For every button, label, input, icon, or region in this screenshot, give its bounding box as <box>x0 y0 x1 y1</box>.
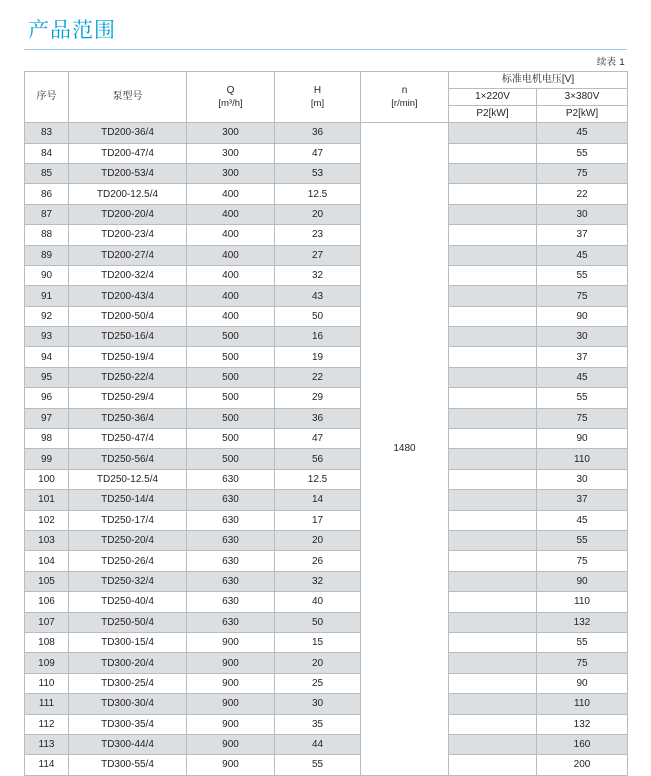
cell-head: 17 <box>275 510 361 530</box>
cell-p2-220 <box>449 755 537 775</box>
cell-model: TD250-32/4 <box>69 571 187 591</box>
table-row <box>25 204 628 224</box>
cell-head: 47 <box>275 429 361 449</box>
cell-p2-380: 90 <box>537 306 628 326</box>
cell-no: 105 <box>25 571 69 591</box>
cell-flow: 900 <box>187 755 275 775</box>
table-row <box>25 449 628 469</box>
table-row <box>25 265 628 285</box>
cell-p2-380: 90 <box>537 571 628 591</box>
cell-flow: 300 <box>187 163 275 183</box>
cell-model: TD250-20/4 <box>69 531 187 551</box>
cell-p2-380: 55 <box>537 531 628 551</box>
cell-no: 87 <box>25 204 69 224</box>
cell-p2-220 <box>449 551 537 571</box>
cell-head: 55 <box>275 755 361 775</box>
cell-model: TD250-22/4 <box>69 367 187 387</box>
cell-flow: 500 <box>187 367 275 387</box>
cell-flow: 400 <box>187 184 275 204</box>
cell-head: 50 <box>275 612 361 632</box>
table-row <box>25 408 628 428</box>
cell-p2-220 <box>449 490 537 510</box>
cell-p2-220 <box>449 123 537 143</box>
table-row <box>25 612 628 632</box>
cell-p2-380: 75 <box>537 286 628 306</box>
cell-flow: 630 <box>187 469 275 489</box>
cell-model: TD250-12.5/4 <box>69 469 187 489</box>
product-range-table <box>24 71 628 776</box>
cell-no: 101 <box>25 490 69 510</box>
cell-p2-380: 55 <box>537 632 628 652</box>
cell-p2-380: 110 <box>537 694 628 714</box>
cell-p2-220 <box>449 592 537 612</box>
cell-flow: 400 <box>187 225 275 245</box>
cell-model: TD300-25/4 <box>69 673 187 693</box>
cell-no: 94 <box>25 347 69 367</box>
cell-model: TD250-36/4 <box>69 408 187 428</box>
cell-flow: 400 <box>187 245 275 265</box>
cell-model: TD250-29/4 <box>69 388 187 408</box>
table-row <box>25 734 628 754</box>
cell-p2-220 <box>449 714 537 734</box>
header-voltage-380: 3×380V <box>537 89 628 106</box>
cell-p2-220 <box>449 184 537 204</box>
cell-flow: 900 <box>187 653 275 673</box>
header-speed <box>361 72 449 123</box>
cell-flow: 900 <box>187 734 275 754</box>
cell-p2-380: 132 <box>537 612 628 632</box>
cell-p2-380: 90 <box>537 429 628 449</box>
cell-no: 84 <box>25 143 69 163</box>
cell-p2-220 <box>449 653 537 673</box>
cell-head: 40 <box>275 592 361 612</box>
cell-head: 32 <box>275 571 361 591</box>
header-head <box>275 72 361 123</box>
table-row <box>25 245 628 265</box>
cell-head: 23 <box>275 225 361 245</box>
cell-p2-220 <box>449 571 537 591</box>
cell-head: 29 <box>275 388 361 408</box>
cell-model: TD250-19/4 <box>69 347 187 367</box>
cell-model: TD300-44/4 <box>69 734 187 754</box>
table-row <box>25 673 628 693</box>
cell-model: TD200-43/4 <box>69 286 187 306</box>
cell-p2-220 <box>449 327 537 347</box>
cell-flow: 300 <box>187 123 275 143</box>
cell-no: 83 <box>25 123 69 143</box>
cell-p2-220 <box>449 673 537 693</box>
header-model: 泵型号 <box>69 72 187 123</box>
cell-p2-380: 22 <box>537 184 628 204</box>
cell-p2-380: 30 <box>537 327 628 347</box>
cell-head: 53 <box>275 163 361 183</box>
cell-flow: 500 <box>187 388 275 408</box>
table-row <box>25 632 628 652</box>
table-row <box>25 653 628 673</box>
cell-head: 35 <box>275 714 361 734</box>
cell-model: TD300-20/4 <box>69 653 187 673</box>
cell-flow: 630 <box>187 490 275 510</box>
cell-flow: 500 <box>187 347 275 367</box>
cell-model: TD200-27/4 <box>69 245 187 265</box>
cell-p2-220 <box>449 694 537 714</box>
cell-head: 36 <box>275 408 361 428</box>
cell-p2-380: 200 <box>537 755 628 775</box>
cell-model: TD200-32/4 <box>69 265 187 285</box>
cell-no: 89 <box>25 245 69 265</box>
cell-no: 109 <box>25 653 69 673</box>
cell-p2-380: 37 <box>537 490 628 510</box>
cell-flow: 500 <box>187 327 275 347</box>
cell-head: 44 <box>275 734 361 754</box>
cell-p2-220 <box>449 469 537 489</box>
cell-head: 15 <box>275 632 361 652</box>
cell-flow: 400 <box>187 265 275 285</box>
cell-flow: 500 <box>187 429 275 449</box>
cell-no: 114 <box>25 755 69 775</box>
cell-head: 25 <box>275 673 361 693</box>
cell-flow: 630 <box>187 571 275 591</box>
cell-model: TD300-30/4 <box>69 694 187 714</box>
cell-model: TD250-50/4 <box>69 612 187 632</box>
cell-model: TD200-50/4 <box>69 306 187 326</box>
cell-p2-380: 55 <box>537 265 628 285</box>
table-row <box>25 469 628 489</box>
cell-p2-380: 45 <box>537 510 628 530</box>
cell-model: TD200-23/4 <box>69 225 187 245</box>
header-p2-220: P2[kW] <box>449 106 537 123</box>
table-row <box>25 306 628 326</box>
cell-no: 85 <box>25 163 69 183</box>
table-row <box>25 694 628 714</box>
header-voltage-220: 1×220V <box>449 89 537 106</box>
cell-p2-380: 75 <box>537 163 628 183</box>
header-head-unit: [m] <box>310 97 325 109</box>
cell-no: 111 <box>25 694 69 714</box>
cell-head: 47 <box>275 143 361 163</box>
table-row <box>25 510 628 530</box>
table-body <box>25 123 628 776</box>
cell-p2-380: 75 <box>537 653 628 673</box>
cell-flow: 900 <box>187 694 275 714</box>
cell-flow: 630 <box>187 551 275 571</box>
table-row <box>25 367 628 387</box>
cell-head: 14 <box>275 490 361 510</box>
cell-p2-220 <box>449 204 537 224</box>
cell-no: 102 <box>25 510 69 530</box>
table-row <box>25 388 628 408</box>
cell-head: 36 <box>275 123 361 143</box>
cell-p2-380: 110 <box>537 449 628 469</box>
cell-no: 92 <box>25 306 69 326</box>
cell-p2-220 <box>449 531 537 551</box>
cell-no: 103 <box>25 531 69 551</box>
cell-model: TD250-26/4 <box>69 551 187 571</box>
continued-table-label: 续表 1 <box>596 57 625 69</box>
cell-p2-380: 45 <box>537 245 628 265</box>
cell-flow: 400 <box>187 204 275 224</box>
table-row <box>25 490 628 510</box>
cell-model: TD200-20/4 <box>69 204 187 224</box>
cell-model: TD200-47/4 <box>69 143 187 163</box>
cell-p2-380: 30 <box>537 469 628 489</box>
table-row <box>25 531 628 551</box>
cell-flow: 900 <box>187 714 275 734</box>
header-flow-symbol: Q <box>226 85 235 96</box>
header-voltage-group: 标准电机电压[V] <box>449 72 628 89</box>
cell-head: 12.5 <box>275 469 361 489</box>
cell-head: 26 <box>275 551 361 571</box>
cell-flow: 630 <box>187 592 275 612</box>
cell-model: TD300-55/4 <box>69 755 187 775</box>
cell-p2-220 <box>449 632 537 652</box>
cell-head: 32 <box>275 265 361 285</box>
cell-head: 20 <box>275 653 361 673</box>
header-flow <box>187 72 275 123</box>
cell-p2-220 <box>449 347 537 367</box>
cell-flow: 500 <box>187 449 275 469</box>
cell-p2-380: 160 <box>537 734 628 754</box>
cell-head: 12.5 <box>275 184 361 204</box>
cell-head: 20 <box>275 204 361 224</box>
table-row <box>25 592 628 612</box>
table-row <box>25 123 628 143</box>
table-row <box>25 327 628 347</box>
cell-p2-220 <box>449 408 537 428</box>
cell-no: 90 <box>25 265 69 285</box>
cell-no: 99 <box>25 449 69 469</box>
cell-no: 104 <box>25 551 69 571</box>
cell-no: 93 <box>25 327 69 347</box>
cell-p2-220 <box>449 306 537 326</box>
table-row <box>25 551 628 571</box>
cell-speed: 1480 <box>361 123 449 776</box>
cell-head: 20 <box>275 531 361 551</box>
cell-model: TD250-40/4 <box>69 592 187 612</box>
cell-no: 108 <box>25 632 69 652</box>
cell-model: TD200-53/4 <box>69 163 187 183</box>
cell-head: 56 <box>275 449 361 469</box>
cell-no: 113 <box>25 734 69 754</box>
table-row <box>25 163 628 183</box>
cell-flow: 900 <box>187 632 275 652</box>
cell-flow: 630 <box>187 531 275 551</box>
cell-head: 16 <box>275 327 361 347</box>
cell-head: 50 <box>275 306 361 326</box>
cell-no: 96 <box>25 388 69 408</box>
cell-p2-220 <box>449 367 537 387</box>
cell-p2-380: 37 <box>537 225 628 245</box>
cell-head: 30 <box>275 694 361 714</box>
cell-p2-380: 45 <box>537 123 628 143</box>
cell-p2-220 <box>449 143 537 163</box>
cell-p2-220 <box>449 225 537 245</box>
cell-p2-380: 75 <box>537 551 628 571</box>
cell-p2-380: 132 <box>537 714 628 734</box>
header-head-symbol: H <box>313 85 322 96</box>
cell-no: 106 <box>25 592 69 612</box>
cell-flow: 630 <box>187 612 275 632</box>
cell-p2-380: 30 <box>537 204 628 224</box>
table-row <box>25 286 628 306</box>
cell-flow: 500 <box>187 408 275 428</box>
cell-no: 100 <box>25 469 69 489</box>
cell-p2-220 <box>449 388 537 408</box>
header-p2-380: P2[kW] <box>537 106 628 123</box>
cell-model: TD250-47/4 <box>69 429 187 449</box>
cell-head: 22 <box>275 367 361 387</box>
cell-no: 107 <box>25 612 69 632</box>
cell-p2-380: 55 <box>537 388 628 408</box>
cell-p2-380: 110 <box>537 592 628 612</box>
cell-p2-220 <box>449 429 537 449</box>
table-row <box>25 347 628 367</box>
cell-flow: 300 <box>187 143 275 163</box>
cell-head: 27 <box>275 245 361 265</box>
table-row <box>25 143 628 163</box>
table-row <box>25 225 628 245</box>
cell-flow: 400 <box>187 306 275 326</box>
cell-model: TD300-35/4 <box>69 714 187 734</box>
table-head <box>25 72 628 123</box>
cell-model: TD200-12.5/4 <box>69 184 187 204</box>
cell-p2-380: 90 <box>537 673 628 693</box>
cell-no: 97 <box>25 408 69 428</box>
cell-no: 110 <box>25 673 69 693</box>
cell-no: 88 <box>25 225 69 245</box>
cell-p2-220 <box>449 612 537 632</box>
cell-model: TD250-17/4 <box>69 510 187 530</box>
cell-no: 91 <box>25 286 69 306</box>
cell-p2-380: 55 <box>537 143 628 163</box>
table-row <box>25 714 628 734</box>
table-row <box>25 755 628 775</box>
cell-model: TD250-14/4 <box>69 490 187 510</box>
header-flow-unit: [m³/h] <box>218 97 243 109</box>
cell-p2-380: 37 <box>537 347 628 367</box>
cell-p2-220 <box>449 510 537 530</box>
cell-flow: 400 <box>187 286 275 306</box>
cell-head: 19 <box>275 347 361 367</box>
table-row <box>25 571 628 591</box>
header-no: 序号 <box>25 72 69 123</box>
cell-p2-220 <box>449 734 537 754</box>
table-row <box>25 429 628 449</box>
cell-p2-220 <box>449 449 537 469</box>
cell-no: 112 <box>25 714 69 734</box>
page-title: 产品范围 <box>28 19 116 42</box>
cell-p2-380: 75 <box>537 408 628 428</box>
table-row <box>25 184 628 204</box>
cell-no: 95 <box>25 367 69 387</box>
cell-flow: 630 <box>187 510 275 530</box>
cell-p2-220 <box>449 265 537 285</box>
cell-model: TD250-56/4 <box>69 449 187 469</box>
cell-p2-380: 45 <box>537 367 628 387</box>
cell-no: 86 <box>25 184 69 204</box>
cell-p2-220 <box>449 163 537 183</box>
cell-no: 98 <box>25 429 69 449</box>
cell-head: 43 <box>275 286 361 306</box>
cell-model: TD250-16/4 <box>69 327 187 347</box>
header-speed-symbol: n <box>401 85 408 96</box>
cell-flow: 900 <box>187 673 275 693</box>
header-speed-unit: [r/min] <box>391 97 418 109</box>
cell-p2-220 <box>449 286 537 306</box>
cell-model: TD300-15/4 <box>69 632 187 652</box>
cell-model: TD200-36/4 <box>69 123 187 143</box>
header-row-top <box>25 72 628 89</box>
cell-p2-220 <box>449 245 537 265</box>
